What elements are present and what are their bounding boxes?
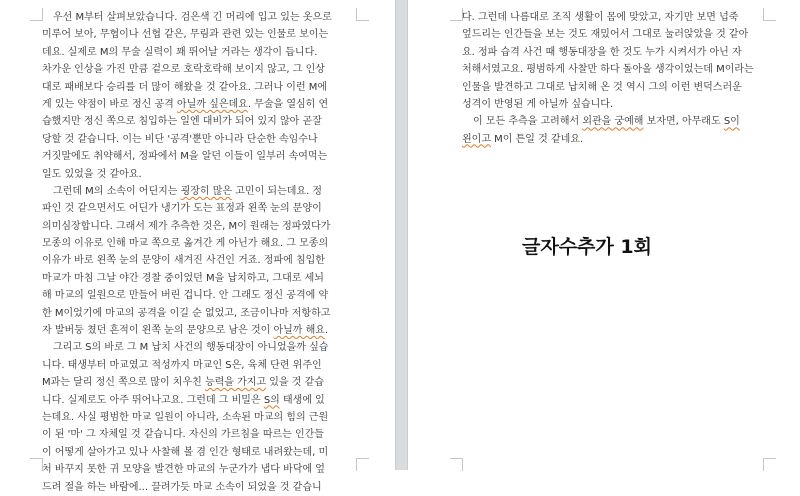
document-page-right [408,0,800,470]
spellcheck-underline: S이 [723,116,740,128]
text-line: 모종의 이유로 인해 마교 쪽으로 옮겨간 게 아닌가 해요. 그 모종의 [42,238,329,250]
text-line: 당할 것 같습니다. 이는 비단 '공격'뿐만 아니라 단순한 속임수나 [42,133,318,145]
text-line: 대로 패배보다 승리를 더 많이 해왔을 것 같아요. 그러나 이런 M에 [42,81,328,93]
spellcheck-underline: 굉장히 많은 [180,185,233,197]
text-run: 게 있는 약점이 바로 정신 공격 [42,98,177,110]
text-line [42,322,358,339]
text-line [462,113,762,130]
text-line: 데요. 실제로 M의 무술 실력이 꽤 뛰어날 거라는 생각이 듭니다. [42,46,318,58]
text-line: 처해서였고요. 평범하게 사찰만 하다 돌아올 생각이었는데 M이라는 [462,64,754,76]
text-line: 인물을 발견하고 그대로 납치해 온 것 역시 그의 이런 변덕스러운 [462,81,742,93]
text-line [42,96,358,113]
spellcheck-underline: 왼이고 [462,133,491,145]
document-page-left [0,0,395,493]
text-run: 태생에 있 [279,394,325,406]
text-line: 의미심장합니다. 그래서 제가 추측한 것은, M이 원래는 정파였다가 [42,220,331,232]
text-line: 그리고 S의 바로 그 M 납치 사건의 행동대장이 아니었을까 싶습 [53,342,329,354]
text-line: 마교가 마침 그날 야간 경찰 중이었던 M을 납치하고, 그대로 세뇌 [42,272,324,284]
text-line: 차가운 인상을 가진 만큼 겉으로 호락호락해 보이지 않고, 그 인상 [42,64,325,76]
spellcheck-underline: 외관을 궁예해 [582,116,644,128]
text-run: 그런데 M의 소속이 어딘지는 [53,185,181,197]
page-heading: 글자수추가 1회 [522,236,652,258]
page-body-text[interactable] [42,9,358,496]
text-run: 있을 것 같습 [266,377,324,389]
page-gutter [395,0,408,470]
text-line [42,392,358,409]
spellcheck-underline: S의 [263,394,280,406]
text-line: 습했지만 정신 쪽으로 침입하는 일엔 대비가 되어 있지 않아 곧잘 [42,116,322,128]
text-line: 요. 정파 습격 사건 때 행동대장을 한 것도 누가 시켜서가 아닌 자 [462,46,742,58]
corner-mark [763,8,776,21]
text-run: . 무술을 열심히 연 [247,98,329,110]
text-run: M과는 달리 정신 쪽으로 많이 치우친 [42,377,205,389]
corner-mark [763,458,776,471]
spellcheck-underline: 아닐까 싶은데요 [177,98,248,110]
text-line: 성격이 반영된 게 아닐까 싶습니다. [462,98,614,110]
text-line: 해 마교의 일원으로 만들어 버린 겁니다. 안 그래도 정신 공격에 약 [42,290,329,302]
text-line: 한 M이었기에 마교의 공격을 이길 순 없었고, 조금이나마 저항하고 [42,307,331,319]
text-line: 미루어 보아, 무협이나 선협 같은, 무림과 관련 있는 인물로 보이는 [42,29,329,41]
text-line: 거짓말에도 취약해서, 정파에서 M을 알던 이들이 일부러 속여먹는 [42,151,328,163]
text-run: 자 발버둥 쳤던 흔적이 왼쪽 눈의 문양으로 남은 것이 [42,325,274,337]
text-line: 이 된 '마' 그 자체일 것 같습니다. 자신의 가르침을 따르는 인간들 [42,429,324,441]
page-body-text[interactable] [462,9,762,148]
corner-mark [450,458,463,471]
text-line: 드려 절을 하는 바람에... 끌려가듯 마교 소속이 되었을 것 같습니 [42,481,322,493]
text-run: . [324,325,329,337]
text-run: 이 모든 추측을 고려해서 [473,116,583,128]
spellcheck-underline: 능력을 가지고 [204,377,267,389]
text-run: M이 튼일 것 같네요. [490,133,584,145]
text-line [42,374,358,391]
text-line: 파인 것 같으면서도 어딘가 냉기가 도는 표정과 왼쪽 눈의 문양이 [42,203,322,215]
text-run: 니다. 실제로도 아주 뛰어나고요. 그런데 그 비밀은 [42,394,264,406]
text-run: 고민이 되는데요. 정 [232,185,323,197]
text-run: 보자면, 아무래도 [643,116,724,128]
spellcheck-underline: 아닐까 해요 [273,325,325,337]
text-line: 니다. 태생부터 마교였고 적성까지 마교인 S은, 육체 단련 위주인 [42,359,322,371]
text-line: 다. 그런데 나름대로 조직 생활이 몸에 맞았고, 자기만 보면 넙죽 [462,12,739,23]
text-line: 일도 있었을 것 같아요. [42,168,142,180]
text-line: 는데요. 사실 평범한 마교 일원이 아니라, 소속된 마교의 힘의 근원 [42,411,329,423]
text-line [42,183,358,200]
text-line [462,131,762,148]
text-line: 엎드리는 인간들을 보는 것도 재밌어서 그대로 눌러앉았을 것 같아 [462,29,749,41]
text-line: 이유가 바로 왼쪽 눈의 문양이 새겨진 사건인 거죠. 정파에 침입한 [42,255,325,267]
text-line: 우선 M부터 살펴보았습니다. 검은색 긴 머리에 입고 있는 옷으로 [53,12,332,23]
text-line: 처 바꾸지 못한 귀 모양을 발견한 마교의 누군가가 냅다 바닥에 엎 [42,464,325,476]
text-line: 이 어떻게 살아가고 있나 사찰해 볼 겸 인간 형태로 내려왔는데, 미 [42,446,329,458]
